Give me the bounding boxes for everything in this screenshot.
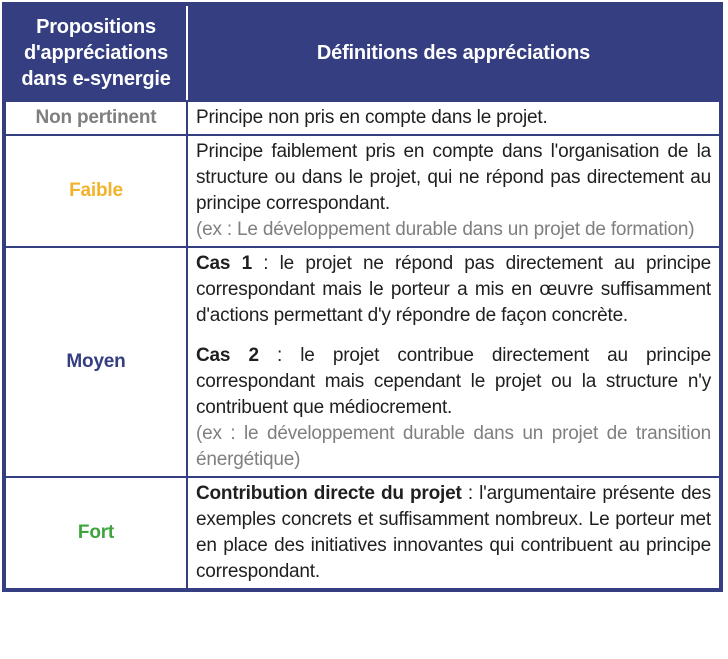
table-row-fort: [6, 476, 719, 588]
cas-1-lead: Cas 1: [196, 253, 252, 274]
appreciation-label-non-pertinent: Non pertinent: [6, 100, 186, 134]
definition-cell-moyen: [186, 246, 719, 476]
definition-text: [196, 481, 711, 585]
definition-text: [196, 105, 711, 131]
appreciation-label-moyen: Moyen: [6, 246, 186, 476]
example-sentence: (ex : Le développement durable dans un projet de formation): [196, 219, 695, 240]
definition-sentence: Principe faiblement pris en compte dans l'organisation de la structure ou dans le projet, qui ne répond pas directement au principe correspondant.: [196, 141, 711, 214]
definition-example-text: [196, 421, 711, 473]
column-header-definitions: Définitions des appréciations: [186, 6, 719, 100]
cas-2-lead: Cas 2: [196, 345, 259, 366]
definition-text-cas-1: [196, 251, 711, 329]
definition-cell-faible: [186, 134, 719, 246]
appreciation-definitions-table: [2, 2, 723, 592]
table-row-non-pertinent: [6, 100, 719, 134]
definition-text: [196, 139, 711, 217]
column-header-propositions: Propositions d'appréciations dans e-synergie: [6, 6, 186, 100]
table-row-moyen: [6, 246, 719, 476]
appreciation-label-faible: Faible: [6, 134, 186, 246]
definition-cell-non-pertinent: [186, 100, 719, 134]
table-header-row: [6, 6, 719, 100]
definition-sentence: : l'argumentaire présente des exemples concrets et suffisamment nombreux. Le porteur met en place des initiatives innovantes qui contribuent au principe correspondant.: [196, 483, 711, 582]
contribution-directe-lead: Contribution directe du projet: [196, 483, 462, 504]
definition-sentence: Principe non pris en compte dans le projet.: [196, 107, 548, 128]
definition-text-cas-2: [196, 343, 711, 421]
definition-example-text: [196, 217, 711, 243]
example-sentence: (ex : le développement durable dans un projet de transition énergétique): [196, 423, 711, 470]
definition-sentence: : le projet contribue directement au principe correspondant mais cependant le projet ou la structure n'y contribuent que médiocrement.: [196, 345, 711, 418]
table-row-faible: [6, 134, 719, 246]
definition-cell-fort: [186, 476, 719, 588]
definition-sentence: : le projet ne répond pas directement au principe correspondant mais le porteur a mis en œuvre suffisamment d'actions permettant d'y répondre de façon concrète.: [196, 253, 711, 326]
appreciation-label-fort: Fort: [6, 476, 186, 588]
